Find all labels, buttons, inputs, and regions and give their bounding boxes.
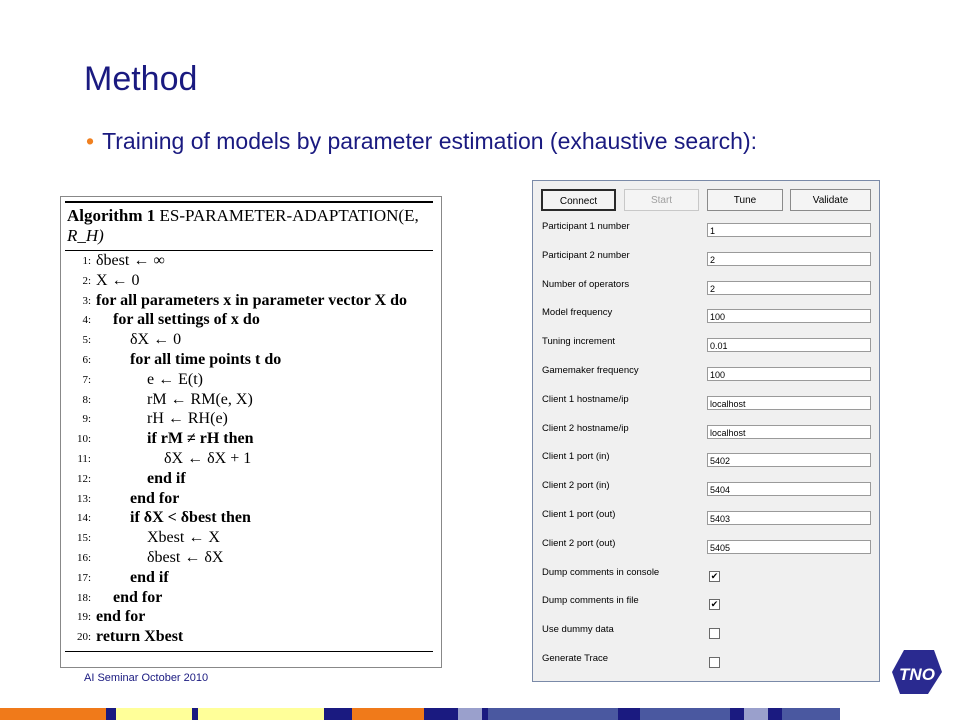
checkbox[interactable]: ✔ [710, 570, 719, 581]
algorithm-line [65, 429, 433, 449]
algorithm-line-text: return Xbest [96, 628, 184, 646]
field-input[interactable]: 5405 [707, 540, 871, 554]
field-label: Client 2 hostname/ip [542, 422, 629, 434]
algorithm-line-text: rH ← RH(e) [147, 410, 228, 428]
bullet-text: Training of models by parameter estimation (exhaustive search): [102, 128, 758, 154]
algorithm-line [65, 330, 433, 350]
algorithm-line [65, 607, 433, 627]
algorithm-line-text: for all settings of x do [113, 311, 260, 329]
algorithm-line-text: δbest ← ∞ [96, 252, 165, 269]
field-label: Gamemaker frequency [542, 365, 639, 376]
field-label: Client 1 port (in) [542, 451, 610, 463]
field-label: Model frequency [542, 307, 613, 319]
field-label: Number of operators [542, 278, 630, 290]
algorithm-line [65, 291, 433, 311]
field-input[interactable]: localhost [707, 396, 871, 410]
field-input[interactable]: 0.01 [707, 338, 871, 352]
algorithm-header [65, 201, 433, 251]
algorithm-figure [60, 196, 442, 668]
algorithm-line-text: for all parameters x in parameter vector X do [96, 291, 408, 309]
algorithm-line [65, 469, 433, 489]
algorithm-line-number: 4: [82, 314, 91, 327]
algorithm-line [65, 588, 433, 608]
field-input[interactable]: 5403 [707, 511, 871, 525]
algorithm-line-number: 6: [82, 353, 91, 366]
algorithm-line-number: 17: [76, 571, 91, 584]
algorithm-line-number: 2: [82, 274, 91, 287]
field-label: Tuning increment [542, 336, 616, 348]
bullet-dot-icon: • [86, 128, 95, 154]
algorithm-line-text: δX ← δX + 1 [164, 449, 252, 467]
validate-button[interactable]: Validate [790, 189, 871, 211]
algorithm-line-number: 13: [76, 492, 91, 505]
settings-panel [532, 180, 880, 682]
algorithm-line [65, 489, 433, 509]
checkbox[interactable]: ✔ [710, 599, 719, 610]
algorithm-line-text: end if [147, 469, 186, 487]
algorithm-header-cont: R_H) [67, 226, 104, 245]
algorithm-line [65, 568, 433, 588]
algorithm-line [65, 251, 433, 271]
algorithm-line-text: end for [96, 608, 146, 626]
algorithm-line [65, 528, 433, 548]
checkbox[interactable] [709, 628, 720, 639]
algorithm-line-number: 11: [77, 452, 91, 465]
field-input[interactable]: 2 [707, 281, 871, 295]
checkbox-label: Generate Trace [542, 653, 609, 664]
bottom-color-stripe [0, 708, 960, 720]
start-button[interactable]: Start [624, 189, 699, 211]
algorithm-line-number: 3: [82, 294, 91, 307]
field-label: Client 2 port (out) [542, 537, 616, 549]
slide-title: Method [84, 60, 198, 98]
algorithm-line-text: rM ← RM(e, X) [147, 390, 253, 408]
algorithm-line-text: e ← E(t) [147, 370, 203, 388]
field-label: Client 1 port (out) [542, 509, 616, 520]
tune-button[interactable]: Tune [707, 189, 783, 211]
field-input[interactable]: 100 [707, 309, 871, 323]
algorithm-line-number: 10: [76, 433, 91, 446]
bullet-item [86, 128, 757, 155]
algorithm-line-number: 1: [82, 255, 91, 267]
field-label: Client 2 port (in) [542, 480, 610, 492]
algorithm-line-number: 18: [76, 591, 91, 604]
algorithm-line-text: end for [130, 489, 180, 507]
field-input[interactable]: 5404 [707, 482, 871, 496]
field-input[interactable]: 1 [707, 223, 871, 237]
algorithm-line [65, 350, 433, 370]
algorithm-line [65, 548, 433, 568]
algorithm-line [65, 370, 433, 390]
checkbox-label: Dump comments in console [542, 566, 660, 578]
algorithm-body [65, 251, 433, 647]
connect-button[interactable]: Connect [541, 189, 616, 211]
checkbox[interactable] [709, 657, 720, 668]
algorithm-line [65, 449, 433, 469]
algorithm-line [65, 409, 433, 429]
field-label: Client 1 hostname/ip [542, 393, 629, 405]
checkbox-label: Use dummy data [542, 624, 614, 636]
algorithm-line-number: 7: [82, 373, 91, 386]
algorithm-name: ES-PARAMETER-ADAPTATION(E, [159, 206, 419, 225]
field-input[interactable]: localhost [707, 425, 871, 439]
algorithm-line-text: end if [130, 568, 169, 586]
algorithm-line-text: δX ← 0 [130, 331, 182, 349]
algorithm-line-number: 14: [76, 512, 91, 525]
field-input[interactable]: 2 [707, 252, 871, 266]
algorithm-line [65, 310, 433, 330]
algorithm-line [65, 271, 433, 291]
footer-text: AI Seminar October 2010 [84, 672, 209, 684]
field-label: Participant 1 number [542, 221, 630, 232]
algorithm-label: Algorithm 1 [67, 206, 156, 225]
checkbox-label: Dump comments in file [542, 595, 639, 607]
algorithm-footer-rule [65, 651, 433, 652]
algorithm-line-number: 16: [76, 551, 91, 564]
algorithm-line-text: if rM ≠ rH then [147, 430, 254, 448]
algorithm-line-text: if δX < δbest then [130, 509, 251, 527]
algorithm-line-number: 19: [76, 611, 91, 624]
algorithm-line [65, 627, 433, 647]
algorithm-line-text: Xbest ← X [147, 529, 220, 547]
field-input[interactable]: 100 [707, 367, 871, 381]
algorithm-line-number: 12: [76, 472, 91, 485]
logo-text: TNO [899, 665, 935, 684]
algorithm-line-text: X ← 0 [96, 271, 140, 289]
algorithm-line-number: 9: [82, 413, 91, 426]
algorithm-line-number: 15: [76, 532, 91, 545]
algorithm-line-number: 8: [82, 393, 91, 406]
algorithm-line-number: 5: [82, 334, 91, 347]
field-input[interactable]: 5402 [707, 453, 871, 467]
algorithm-line [65, 508, 433, 528]
algorithm-line-text: δbest ← δX [147, 548, 224, 566]
algorithm-line-text: end for [113, 588, 163, 606]
algorithm-line [65, 390, 433, 410]
algorithm-line-number: 20: [76, 631, 91, 644]
field-label: Participant 2 number [542, 249, 630, 261]
tno-logo-icon [890, 648, 944, 696]
algorithm-line-text: for all time points t do [130, 350, 282, 368]
